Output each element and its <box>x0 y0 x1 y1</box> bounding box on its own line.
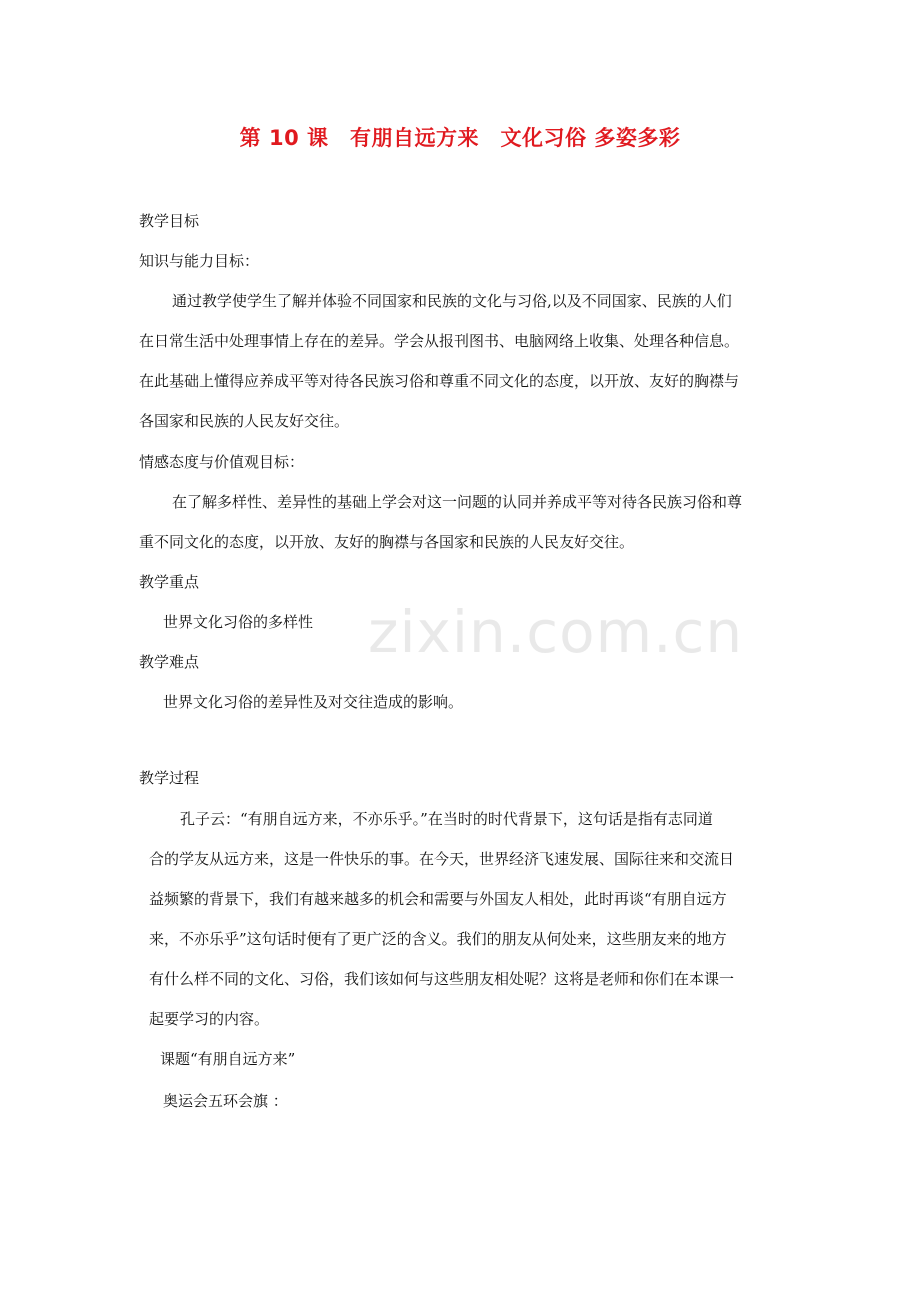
topic-text: 课题“有朋自远方来” <box>160 1050 296 1068</box>
emotion-line: 在了解多样性、差异性的基础上学会对这一问题的认同并养成平等对待各民族习俗和尊 <box>172 493 743 511</box>
knowledge-line: 在此基础上懂得应养成平等对待各民族习俗和尊重不同文化的态度，以开放、友好的胸襟与 <box>139 372 740 390</box>
process-line: 来，不亦乐乎”这句话时便有了更广泛的含义。我们的朋友从何处来，这些朋友来的地方 <box>149 930 727 948</box>
watermark <box>368 598 743 666</box>
process-line: 有什么样不同的文化、习俗，我们该如何与这些朋友相处呢？这将是老师和你们在本课一 <box>149 970 735 988</box>
objectives-heading: 教学目标 <box>139 212 200 230</box>
emotion-heading: 情感态度与价值观目标： <box>139 453 305 471</box>
process-line: 孔子云：“有朋自远方来，不亦乐乎。”在当时的时代背景下，这句话是指有志同道 <box>180 810 713 828</box>
key-point-heading: 教学重点 <box>139 573 200 591</box>
knowledge-line: 各国家和民族的人民友好交往。 <box>139 412 350 430</box>
difficulty-heading: 教学难点 <box>139 653 200 671</box>
emotion-line: 重不同文化的态度，以开放、友好的胸襟与各国家和民族的人民友好交往。 <box>139 533 635 551</box>
lesson-title: 第 10 课 有朋自远方来 文化习俗 多姿多彩 <box>239 126 681 150</box>
process-heading: 教学过程 <box>139 769 200 787</box>
difficulty-text: 世界文化习俗的差异性及对交往造成的影响。 <box>163 693 464 711</box>
watermark-text: zixin.com.cn <box>368 598 744 666</box>
knowledge-line: 通过教学使学生了解并体验不同国家和民族的文化与习俗,以及不同国家、民族的人们 <box>172 292 732 310</box>
process-line: 起要学习的内容。 <box>149 1010 270 1028</box>
knowledge-heading: 知识与能力目标： <box>139 252 260 270</box>
process-line: 合的学友从远方来，这是一件快乐的事。在今天，世界经济飞速发展、国际往来和交流日 <box>149 850 735 868</box>
process-line: 益频繁的背景下，我们有越来越多的机会和需要与外国友人相处，此时再谈“有朋自远方 <box>149 890 727 908</box>
key-point-text: 世界文化习俗的多样性 <box>163 613 314 631</box>
knowledge-line: 在日常生活中处理事情上存在的差异。学会从报刊图书、电脑网络上收集、处理各种信息。 <box>139 332 740 350</box>
olympic-text: 奥运会五环会旗 ： <box>163 1092 288 1110</box>
